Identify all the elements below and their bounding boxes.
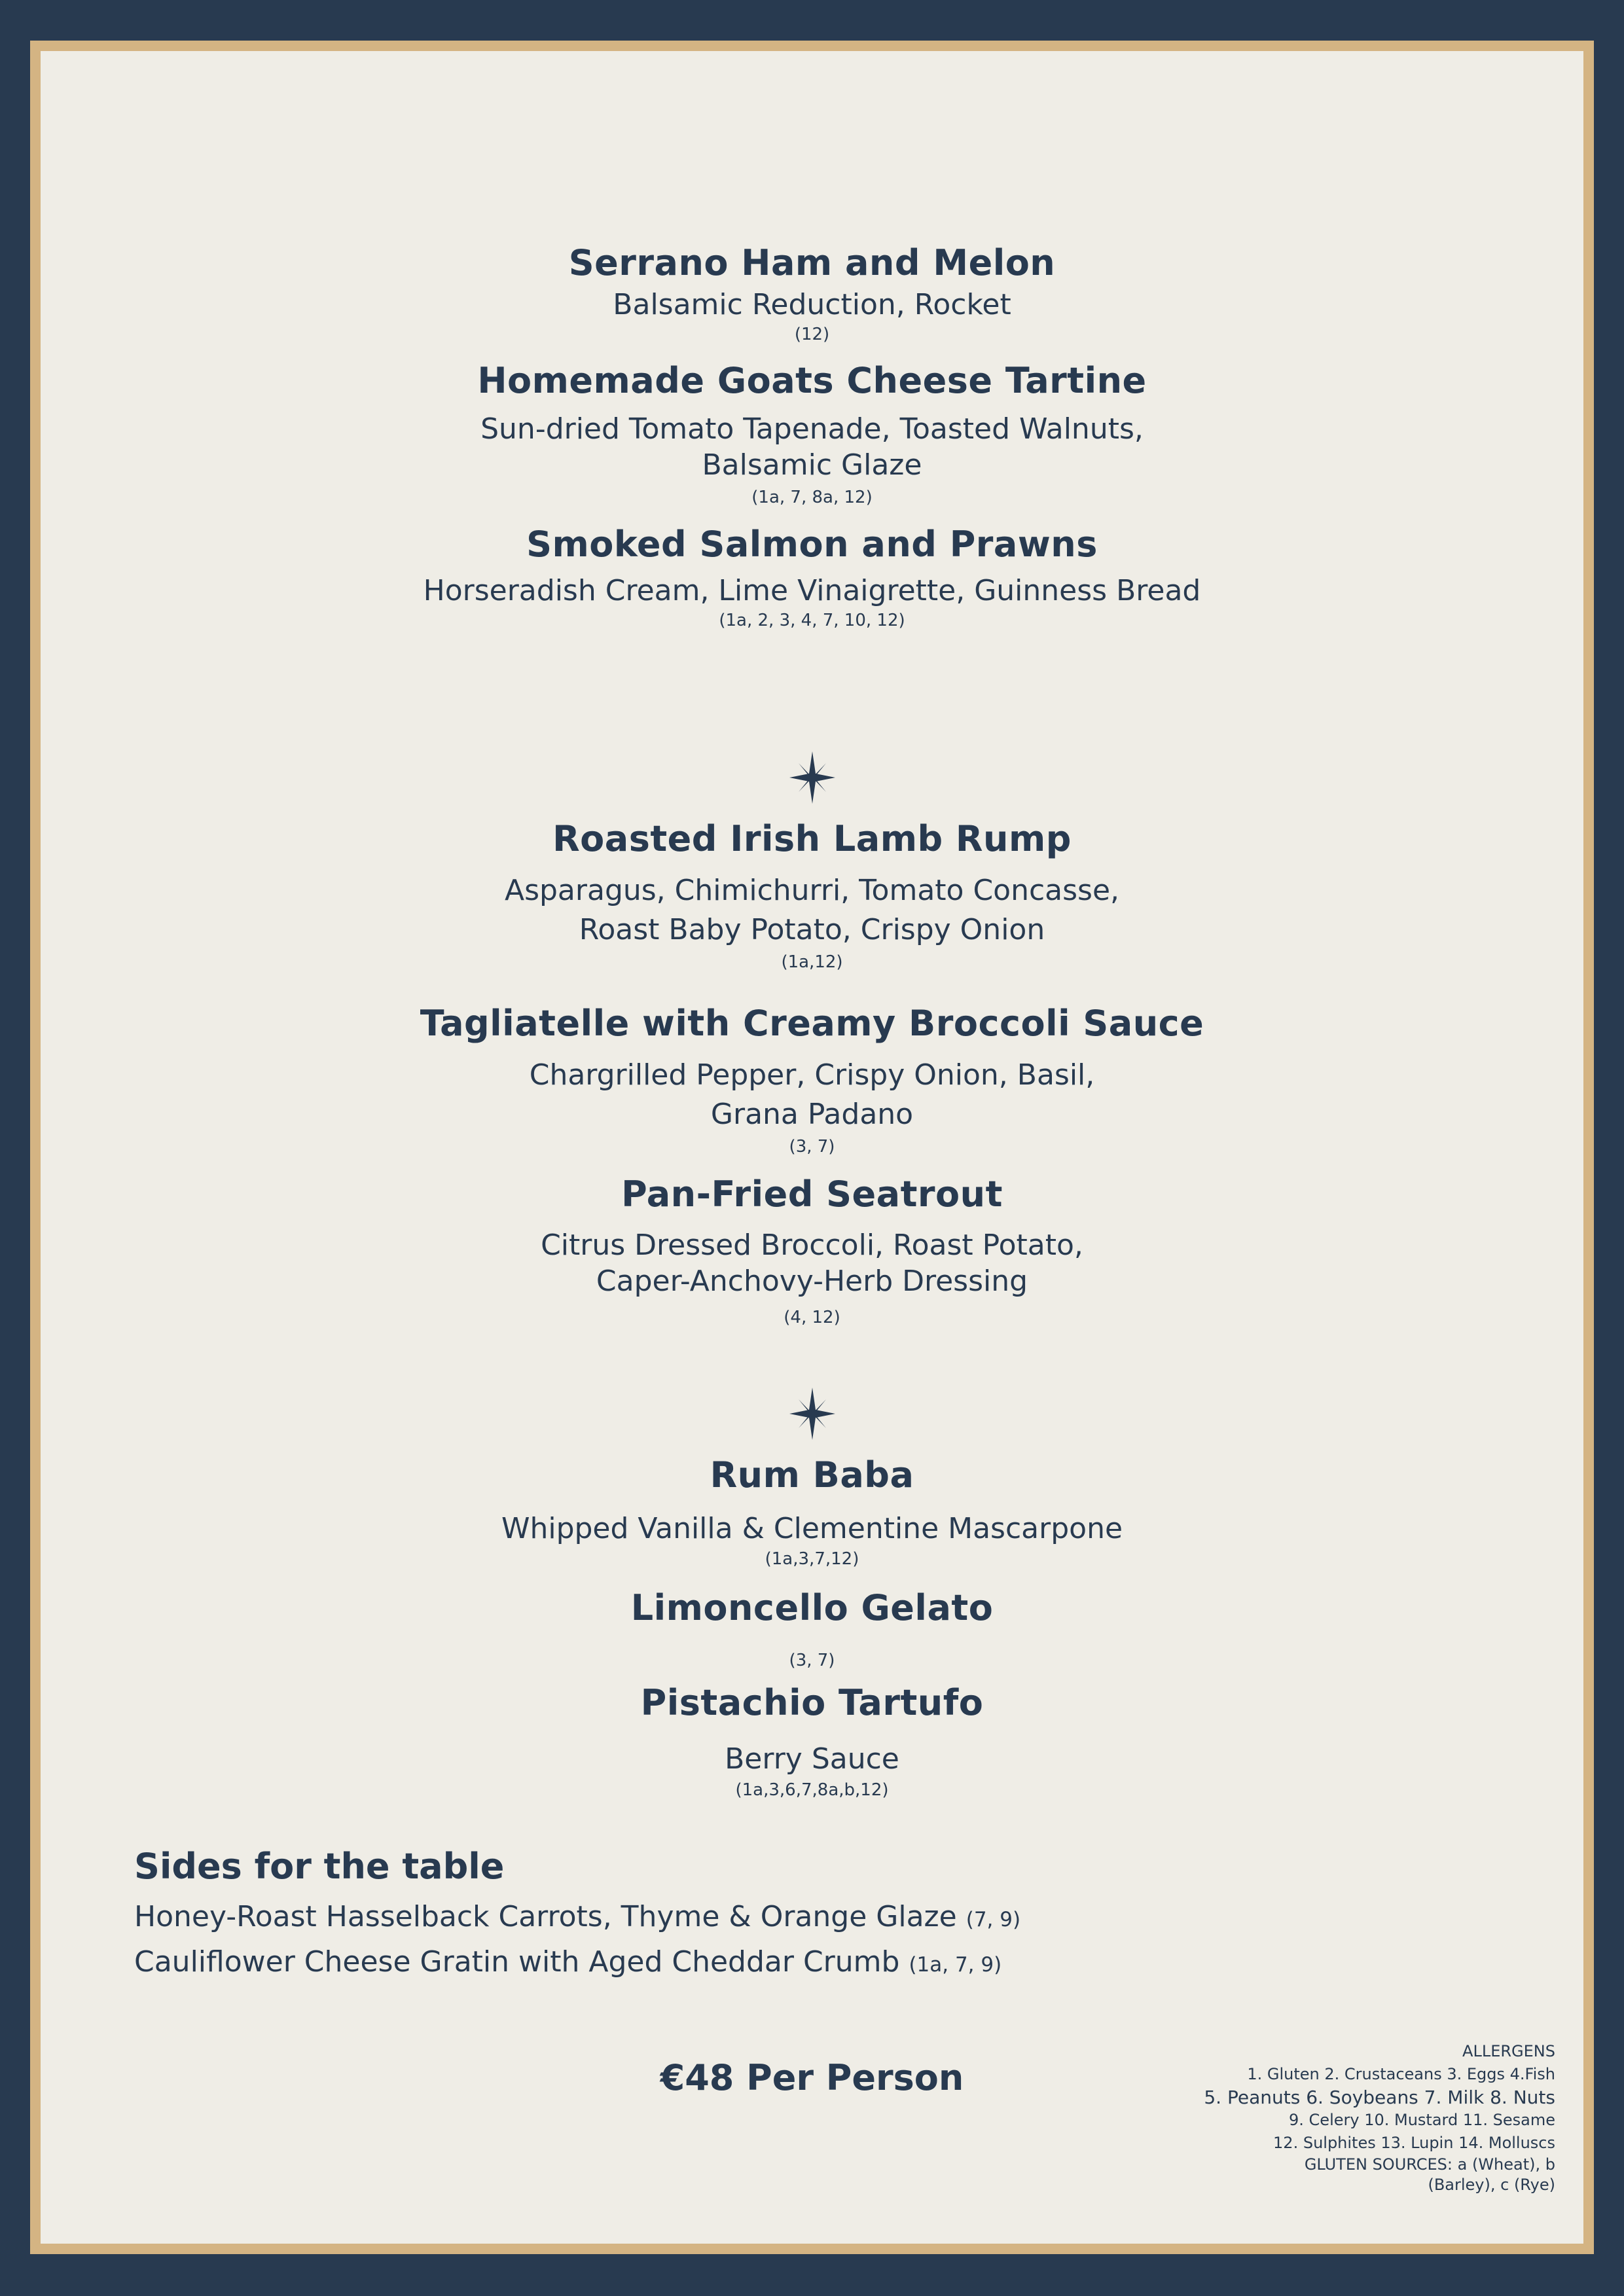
dish-description: Sun-dried Tomato Tapenade, Toasted Walnuts, — [480, 412, 1144, 446]
side-item — [134, 1900, 1020, 1933]
dish-allergens: (4, 12) — [784, 1308, 840, 1327]
dish-description: Balsamic Glaze — [702, 448, 922, 482]
dish-allergens: (12) — [794, 325, 830, 344]
dish-allergens: (1a, 7, 8a, 12) — [751, 488, 873, 507]
side-item-allergens: (7, 9) — [965, 1908, 1021, 1931]
dish-allergens: (1a,3,7,12) — [765, 1549, 859, 1569]
dish-description: Horseradish Cream, Lime Vinaigrette, Guinness Bread — [423, 574, 1201, 607]
dish-allergens: (1a,12) — [781, 952, 843, 972]
dish-allergens: (3, 7) — [789, 1651, 835, 1670]
side-item — [134, 1945, 1001, 1979]
dish-description: Chargrilled Pepper, Crispy Onion, Basil, — [529, 1058, 1095, 1092]
dish-allergens: (1a, 2, 3, 4, 7, 10, 12) — [719, 611, 905, 630]
dish-name: Tagliatelle with Creamy Broccoli Sauce — [420, 1003, 1204, 1044]
side-item-allergens: (1a, 7, 9) — [909, 1953, 1002, 1977]
four-point-star-icon — [789, 1388, 835, 1440]
allergen-legend-line: 1. Gluten 2. Crustaceans 3. Eggs 4.Fish — [1247, 2065, 1555, 2083]
dish-name: Rum Baba — [710, 1454, 914, 1496]
allergen-legend-line: (Barley), c (Rye) — [1428, 2176, 1555, 2194]
side-item-name: Cauliflower Cheese Gratin with Aged Cheddar Crumb — [134, 1945, 900, 1979]
dish-name: Roasted Irish Lamb Rump — [552, 818, 1072, 859]
side-item-name: Honey-Roast Hasselback Carrots, Thyme & Orange Glaze — [134, 1900, 957, 1933]
sides-title: Sides for the table — [134, 1846, 505, 1887]
dish-description: Berry Sauce — [725, 1742, 899, 1776]
dish-name: Pan-Fried Seatrout — [621, 1174, 1003, 1215]
allergen-legend-line: 5. Peanuts 6. Soybeans 7. Milk 8. Nuts — [1204, 2087, 1555, 2108]
dish-description: Roast Baby Potato, Crispy Onion — [579, 913, 1045, 946]
price: €48 Per Person — [660, 2057, 964, 2098]
dish-allergens: (3, 7) — [789, 1137, 835, 1157]
allergen-legend-line: GLUTEN SOURCES: a (Wheat), b — [1304, 2155, 1555, 2174]
allergen-legend-line: 9. Celery 10. Mustard 11. Sesame — [1289, 2111, 1555, 2129]
dish-description: Caper-Anchovy-Herb Dressing — [596, 1265, 1028, 1298]
dish-name: Limoncello Gelato — [630, 1587, 994, 1628]
dish-name: Pistachio Tartufo — [640, 1682, 984, 1723]
dish-allergens: (1a,3,6,7,8a,b,12) — [735, 1780, 889, 1800]
dish-name: Homemade Goats Cheese Tartine — [477, 360, 1147, 401]
allergen-legend-title: ALLERGENS — [1462, 2042, 1555, 2060]
dish-description: Balsamic Reduction, Rocket — [613, 288, 1011, 321]
dish-description: Whipped Vanilla & Clementine Mascarpone — [501, 1512, 1123, 1545]
dish-description: Grana Padano — [710, 1098, 914, 1131]
dish-description: Citrus Dressed Broccoli, Roast Potato, — [541, 1229, 1083, 1262]
dish-name: Smoked Salmon and Prawns — [526, 524, 1098, 565]
dish-description: Asparagus, Chimichurri, Tomato Concasse, — [504, 874, 1120, 907]
dish-name: Serrano Ham and Melon — [568, 242, 1056, 283]
allergen-legend-line: 12. Sulphites 13. Lupin 14. Molluscs — [1273, 2134, 1555, 2152]
four-point-star-icon — [789, 751, 835, 804]
allergen-legend — [1189, 2040, 1555, 2195]
